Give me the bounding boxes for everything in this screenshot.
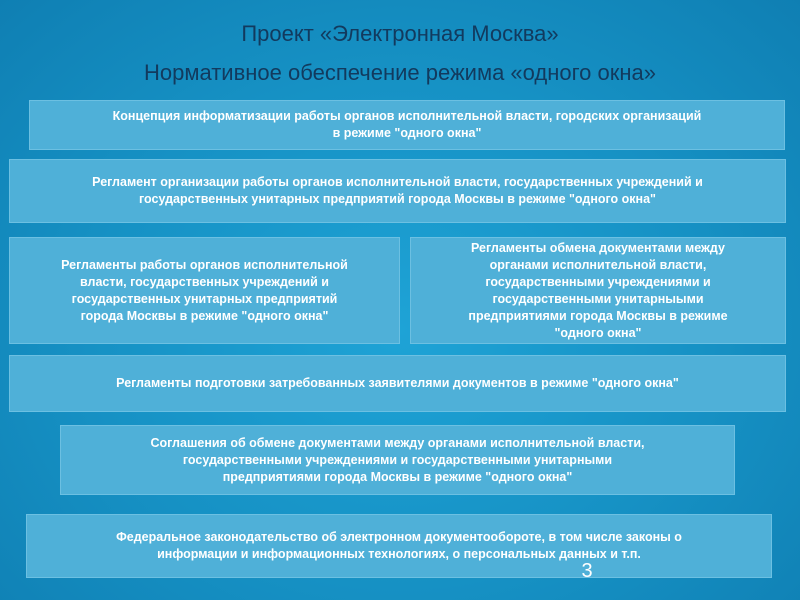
box-line: города Москвы в режиме "одного окна": [80, 308, 329, 323]
box-text: [116, 375, 679, 392]
box-line: Федеральное законодательство об электронном документообороте, в том числе законы о: [116, 530, 682, 544]
box-line: государственных унитарных предприятий города Москвы в режиме "одного окна": [139, 192, 656, 206]
document-preparation-regulations-box: [9, 355, 786, 412]
box-line: государственными учреждениями и государственными унитарными: [182, 452, 613, 467]
box-line: государственных унитарных предприятий: [71, 291, 338, 306]
box-line: Регламенты обмена документами между: [471, 240, 725, 255]
slide-title: Проект «Электронная Москва»: [241, 21, 559, 46]
box-text: [61, 257, 348, 325]
box-line: в режиме "одного окна": [332, 126, 482, 140]
box-text: [151, 435, 645, 486]
box-line: информации и информационных технологиях, о персональных данных и т.п.: [157, 547, 641, 561]
box-line: Регламенты подготовки затребованных заявителями документов в режиме "одного окна": [116, 376, 679, 390]
box-line: Регламенты работы органов исполнительной: [61, 257, 348, 272]
box-text: [92, 174, 703, 208]
page-number: 3: [581, 560, 593, 582]
box-line: предприятиями города Москвы в режиме: [468, 308, 728, 323]
box-text: [116, 529, 682, 563]
box-line: Регламент организации работы органов исполнительной власти, государственных учреждений и: [92, 175, 703, 189]
box-line: "одного окна": [554, 325, 642, 340]
box-text: [113, 108, 702, 142]
federal-legislation-box: [26, 514, 772, 578]
box-line: государственными учреждениями и: [485, 274, 711, 289]
organization-regulation-box: [9, 159, 786, 223]
work-regulations-box: [9, 237, 400, 344]
box-line: Соглашения об обмене документами между органами исполнительной власти,: [150, 435, 645, 450]
box-line: Концепция информатизации работы органов исполнительной власти, городских организаций: [112, 109, 702, 123]
document-exchange-regulations-box: [410, 237, 786, 344]
concept-box: [29, 100, 785, 150]
exchange-agreements-box: [60, 425, 735, 495]
box-line: предприятиями города Москвы в режиме "одного окна": [222, 469, 573, 484]
slide-subtitle: Нормативное обеспечение режима «одного окна»: [143, 60, 657, 85]
box-line: власти, государственных учреждений и: [80, 274, 329, 289]
box-line: государственными унитарныыми: [492, 291, 704, 306]
box-line: органами исполнительной власти,: [489, 257, 707, 272]
box-text: [468, 240, 727, 342]
